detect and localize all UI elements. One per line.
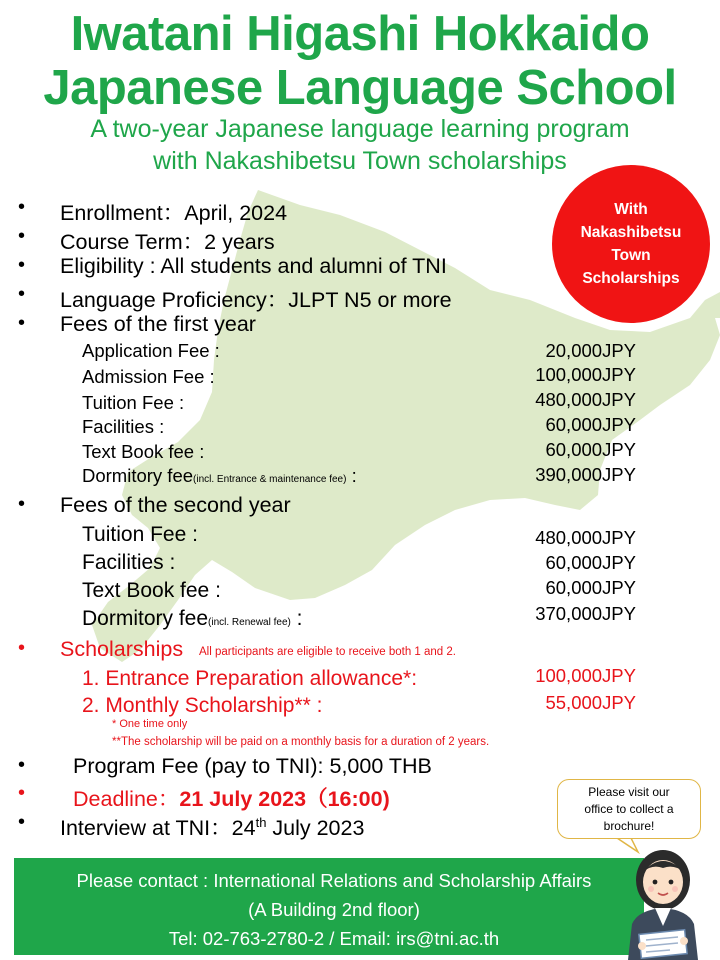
fee2-amount-facilities: 60,000JPY	[545, 552, 636, 573]
staff-person-icon	[618, 842, 708, 960]
fees-second-year-heading: Fees of the second year	[60, 493, 291, 517]
program-fee-text: Program Fee (pay to TNI): 5,000 THB	[73, 754, 432, 778]
fee2-row-dormitory	[82, 607, 303, 631]
fee-amount-admission: 100,000JPY	[535, 364, 636, 385]
course-term-text: Course Term：2 years	[60, 230, 275, 254]
fee-label-application: Application Fee :	[82, 340, 220, 361]
fee2-label-dormitory: Dormitory fee	[82, 607, 209, 630]
fee-amount-tuition: 480,000JPY	[535, 389, 636, 410]
bullet-icon: •	[18, 312, 26, 334]
eligibility-text: Eligibility : All students and alumni of TNI	[60, 254, 447, 278]
fee-amount-facilities: 60,000JPY	[545, 414, 636, 435]
bullet-icon: •	[18, 254, 26, 276]
subtitle-line2: with Nakashibetsu Town scholarships	[153, 147, 567, 175]
fee-note-dormitory: (incl. Entrance & maintenance fee)	[193, 474, 347, 485]
brochure-bubble-text: Please visit our office to collect a brochure!	[584, 784, 674, 833]
fee2-amount-dormitory: 370,000JPY	[535, 603, 636, 624]
bullet-icon: •	[18, 782, 26, 804]
deadline-label: Deadline：	[73, 787, 180, 811]
bullet-icon: •	[18, 811, 26, 833]
interview-suffix: July 2023	[266, 816, 365, 840]
page-title-line2: Japanese Language School	[43, 61, 677, 115]
interview-prefix: Interview at TNI：24	[60, 816, 256, 840]
footer-building-line: (A Building 2nd floor)	[248, 899, 420, 920]
fee2-label-textbook: Text Book fee :	[82, 579, 221, 602]
bullet-icon: •	[18, 637, 26, 659]
fee2-note-dormitory: (incl. Renewal fee)	[208, 617, 291, 628]
scholarships-note: All participants are eligible to receive both 1 and 2.	[199, 646, 456, 658]
fee-amount-application: 20,000JPY	[545, 340, 636, 361]
scholarship-amount-entrance: 100,000JPY	[535, 665, 636, 686]
brochure-speech-bubble	[557, 779, 701, 839]
bullet-icon: •	[18, 283, 26, 305]
fee-amount-textbook: 60,000JPY	[545, 439, 636, 460]
fee2-amount-tuition: 480,000JPY	[535, 527, 636, 548]
fee2-amount-textbook: 60,000JPY	[545, 577, 636, 598]
scholarships-heading: Scholarships	[60, 637, 184, 661]
interview-text	[60, 811, 364, 842]
scholarship-badge	[552, 165, 710, 323]
subtitle-line1: A two-year Japanese language learning program	[90, 115, 630, 143]
footer-contact-line: Please contact : International Relations and Scholarship Affairs	[76, 870, 592, 891]
fee-label-admission: Admission Fee :	[82, 366, 215, 387]
interview-superscript: th	[255, 814, 267, 830]
fee2-label-facilities: Facilities :	[82, 551, 176, 574]
scholarship-label-monthly: 2. Monthly Scholarship** :	[82, 694, 323, 717]
fee-label-tuition: Tuition Fee :	[82, 392, 185, 413]
deadline-value: 21 July 2023（16:00)	[179, 787, 390, 811]
bullet-icon: •	[18, 754, 26, 776]
fee2-colon-dormitory: :	[290, 607, 303, 630]
bullet-icon: •	[18, 225, 26, 247]
fees-first-year-heading: Fees of the first year	[60, 312, 256, 336]
footnote-one-time: * One time only	[112, 718, 188, 730]
language-text: Language Proficiency：JLPT N5 or more	[60, 288, 452, 312]
fee-label-dormitory: Dormitory fee	[82, 465, 194, 486]
fee-label-facilities: Facilities :	[82, 416, 165, 437]
scholarship-amount-monthly: 55,000JPY	[545, 692, 636, 713]
bullet-icon: •	[18, 493, 26, 515]
bullet-icon: •	[18, 196, 26, 218]
scholarship-badge-text: With Nakashibetsu Town Scholarships	[580, 201, 682, 287]
footnote-monthly: **The scholarship will be paid on a monthly basis for a duration of 2 years.	[112, 736, 490, 748]
enrollment-text: Enrollment：April, 2024	[60, 201, 288, 225]
fee2-label-tuition: Tuition Fee :	[82, 523, 198, 546]
deadline-text	[73, 782, 390, 813]
page-title-line1: Iwatani Higashi Hokkaido	[70, 7, 650, 61]
footer-phone-email-line[interactable]: Tel: 02-763-2780-2 / Email: irs@tni.ac.th	[168, 928, 500, 949]
fee-label-textbook: Text Book fee :	[82, 441, 205, 462]
fee-row-dormitory	[82, 465, 357, 487]
fee-amount-dormitory: 390,000JPY	[535, 464, 636, 485]
scholarship-label-entrance: 1. Entrance Preparation allowance*:	[82, 667, 418, 690]
fee-colon-dormitory: :	[346, 465, 357, 486]
